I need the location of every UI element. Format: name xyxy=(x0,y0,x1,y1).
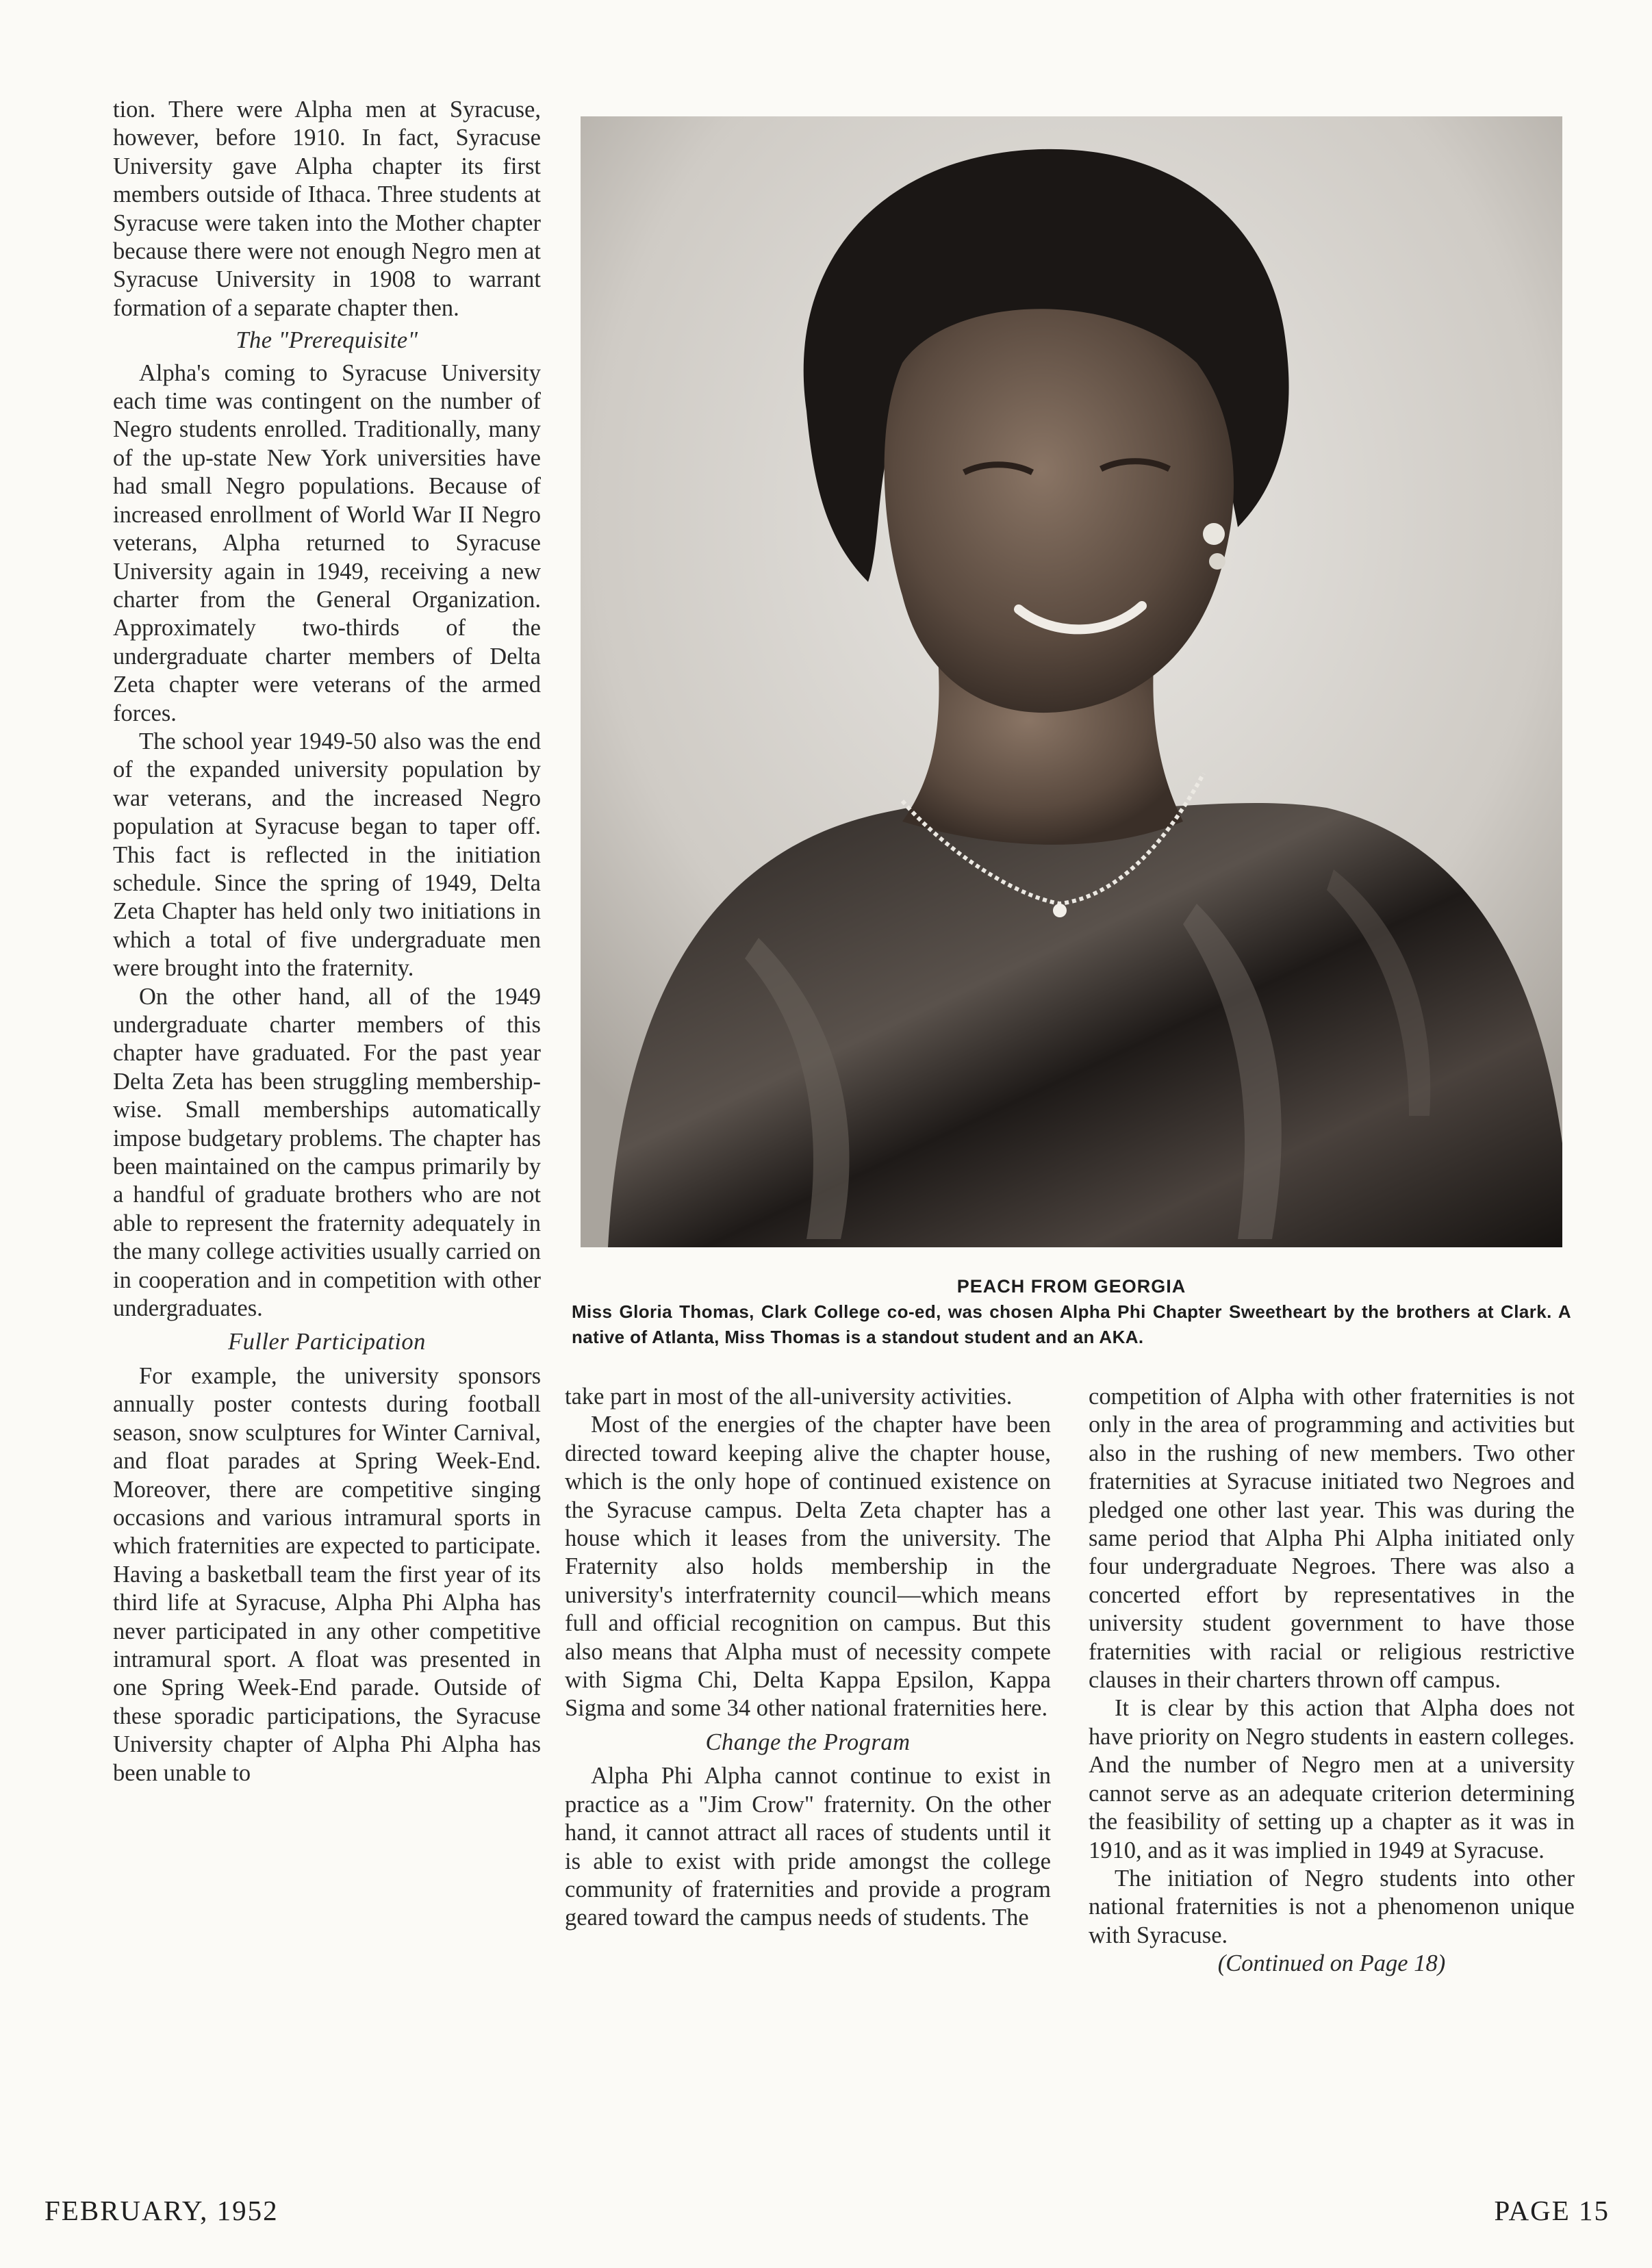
subheading-change-the-program: Change the Program xyxy=(705,1729,911,1755)
left-paragraph-4: On the other hand, all of the 1949 undergraduate charter members of this chapter have graduated. For the past year Delta Zeta has been struggling membership-wise. Small memberships automatically impose budgetary problems. The chapter has been maintained on the campus primarily by a handful of graduate brothers who are not able to represent the fraternity adequately in the many college activities usually carried on in cooperation and in competition with other undergraduates. xyxy=(113,983,541,1322)
left-text-column xyxy=(113,96,541,1787)
issue-date: FEBRUARY, 1952 xyxy=(45,2195,279,2226)
portrait-photo xyxy=(581,116,1562,1247)
subheading-fuller-participation: Fuller Participation xyxy=(228,1329,426,1355)
page-number: PAGE 15 xyxy=(1494,2195,1610,2226)
middle-paragraph-1: take part in most of the all-university activities. xyxy=(565,1384,1013,1410)
right-paragraph-1: competition of Alpha with other fraternities is not only in the area of programming and activities but also in the rushing of new members. Two other fraternities at Syracuse initiated two Negroes and pledged one other last year. This was during the same period that Alpha Phi Alpha initiated only four undergraduate Negroes. There was also a concerted effort by representatives in the university student government to have those fraternities with racial or religious restrictive clauses in their charters thrown off campus. xyxy=(1089,1384,1575,1694)
left-paragraph-5: For example, the university sponsors annually poster contests during football season, snow sculptures for Winter Carnival, and float parades at Spring Week-End. Moreover, there are competitive singing occasions and various intramural sports in which fraternities are expected to participate. Having a basketball team the first year of its third life at Syracuse, Alpha Phi Alpha has never participated in any other competitive intramural sport. A float was presented in one Spring Week-End parade. Outside of these sporadic participations, the Syracuse University chapter of Alpha Phi Alpha has been unable to xyxy=(113,1362,541,1786)
continued-note: (Continued on Page 18) xyxy=(1217,1950,1446,1977)
left-paragraph-3: The school year 1949-50 also was the end of the expanded university population by war veterans, and the increased Negro population at Syracuse began to taper off. This fact is reflected in the initiation schedule. Since the spring of 1949, Delta Zeta Chapter has held only two initiations in which a total of five undergraduate men were brought into the fraternity. xyxy=(113,728,541,982)
subheading-prerequisite: The "Prerequisite" xyxy=(236,327,418,354)
photo-caption xyxy=(572,1273,1571,1350)
left-paragraph-2: Alpha's coming to Syracuse University each time was contingent on the number of Negro students enrolled. Traditionally, many of the up-state New York universities have had small Negro populations. Because of increased enrollment of World War II Negro veterans, Alpha returned to Syracuse University again in 1949, receiving a new charter from the General Organization. Approximately two-thirds of the undergraduate charter members of Delta Zeta chapter were veterans of the armed forces. xyxy=(113,359,541,726)
middle-paragraph-3: Alpha Phi Alpha cannot continue to exist in practice as a "Jim Crow" fraternity. On the other hand, it cannot attract all races of students until it is able to exist with pride amongst the college community of fraternities and provide a program geared toward the campus needs of students. The xyxy=(565,1763,1051,1931)
right-paragraph-3: The initiation of Negro students into other national fraternities is not a phenomenon unique with Syracuse. xyxy=(1089,1865,1575,1948)
middle-text-column xyxy=(565,1383,1051,1933)
left-paragraph-1: tion. There were Alpha men at Syracuse, however, before 1910. In fact, Syracuse University gave Alpha chapter its first members outside of Ithaca. Three students at Syracuse were taken into the Mother chapter because there were not enough Negro men at Syracuse University in 1908 to warrant formation of a separate chapter then. xyxy=(113,97,541,321)
caption-text: Miss Gloria Thomas, Clark College co-ed, was chosen Alpha Phi Chapter Sweetheart by the brothers at Clark. A native of Atlanta, Miss Thomas is a standout student and an AKA. xyxy=(572,1301,1571,1347)
portrait-illustration xyxy=(581,116,1562,1247)
caption-title: PEACH FROM GEORGIA xyxy=(956,1276,1186,1297)
right-paragraph-2: It is clear by this action that Alpha does not have priority on Negro students in eastern colleges. And the number of Negro men at a university cannot serve as an adequate criterion determining the feasibility of setting up a chapter as it was in 1910, and as it was implied in 1949 at Syracuse. xyxy=(1089,1695,1575,1863)
right-text-column xyxy=(1089,1383,1575,1978)
middle-paragraph-2: Most of the energies of the chapter have been directed toward keeping alive the chapter house, which is the only hope of continued existence on the Syracuse campus. Delta Zeta chapter has a house which it leases from the university. The Fraternity also holds membership in the university's interfraternity council—which means full and official recognition on campus. But this also means that Alpha must of necessity compete with Sigma Chi, Delta Kappa Epsilon, Kappa Sigma and some 34 other national fraternities here. xyxy=(565,1412,1051,1722)
